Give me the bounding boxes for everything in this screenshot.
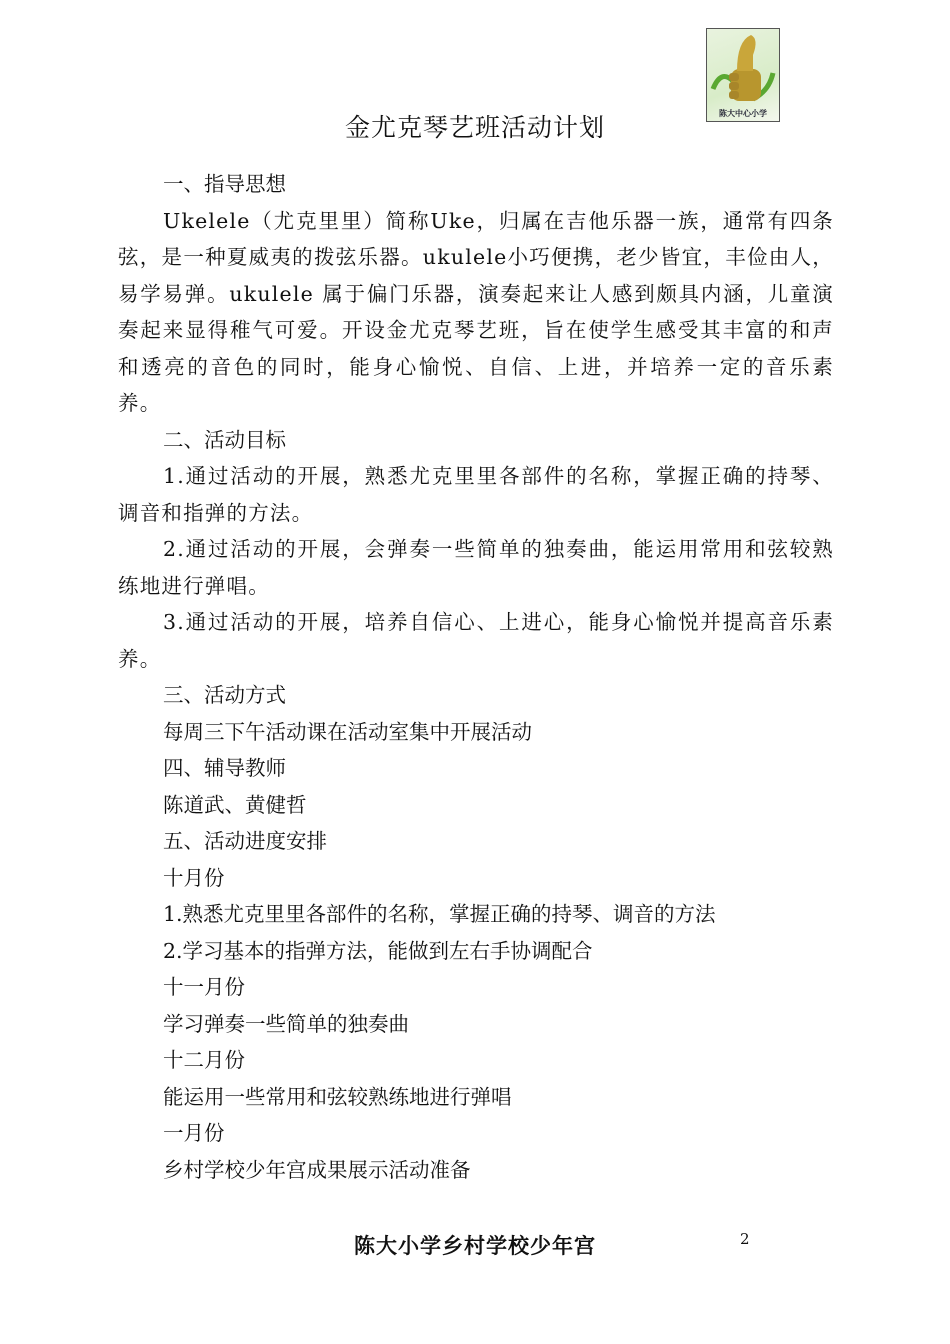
goal-item-1: 1.通过活动的开展，熟悉尤克里里各部件的名称，掌握正确的持琴、调音和指弹的方法。: [118, 464, 834, 525]
thumbs-up-icon: [707, 29, 779, 109]
november-item-1: 学习弹奏一些简单的独奏曲: [163, 1011, 409, 1036]
october-item-2: 2.学习基本的指弹方法，能做到左右手协调配合: [163, 938, 593, 963]
goal-item-3: 3.通过活动的开展，培养自信心、上进心，能身心愉悦并提高音乐素养。: [118, 610, 834, 671]
month-january: 一月份: [163, 1121, 225, 1145]
october-item-1: 1.熟悉尤克里里各部件的名称，掌握正确的持琴、调音的方法: [163, 902, 716, 926]
section-4-heading: 四、辅导教师: [163, 756, 286, 780]
section-3-heading: 三、活动方式: [163, 683, 286, 707]
teachers: 陈道武、黄健哲: [163, 792, 307, 817]
logo-text: 陈大中心小学: [719, 109, 767, 118]
section-1-paragraph: Ukelele（尤克里里）简称Uke，归属在吉他乐器一族，通常有四条弦，是一种夏威夷的拨弦乐器。ukulele小巧便携，老少皆宜，丰俭由人，易学易弹。ukulele 属于偏门乐器，演奏起来让人感到颇具内涵，儿童演奏起来显得稚气可爱。开设金尤克琴艺班，旨在使学生感受其丰富的和声和透亮的音色的同时，能身心愉悦、自信、上进，并培养一定的音乐素养。: [118, 208, 834, 415]
document-title: 金尤克琴艺班活动计划: [344, 113, 605, 142]
month-november: 十一月份: [163, 975, 245, 999]
page-number: 2: [740, 1230, 750, 1248]
footer-school-name: 陈大小学乡村学校少年宫: [354, 1234, 596, 1258]
section-5-heading: 五、活动进度安排: [163, 829, 327, 853]
document-body: [118, 166, 834, 1188]
activity-method: 每周三下午活动课在活动室集中开展活动: [163, 719, 532, 744]
month-october: 十月份: [163, 865, 225, 890]
goal-item-2: 2.通过活动的开展，会弹奏一些简单的独奏曲，能运用常用和弦较熟练地进行弹唱。: [118, 537, 834, 598]
december-item-1: 能运用一些常用和弦较熟练地进行弹唱: [163, 1084, 512, 1109]
section-2-heading: 二、活动目标: [163, 427, 286, 452]
january-item-1: 乡村学校少年宫成果展示活动准备: [163, 1157, 471, 1182]
section-1-heading: 一、指导思想: [163, 172, 286, 196]
month-december: 十二月份: [163, 1048, 245, 1072]
